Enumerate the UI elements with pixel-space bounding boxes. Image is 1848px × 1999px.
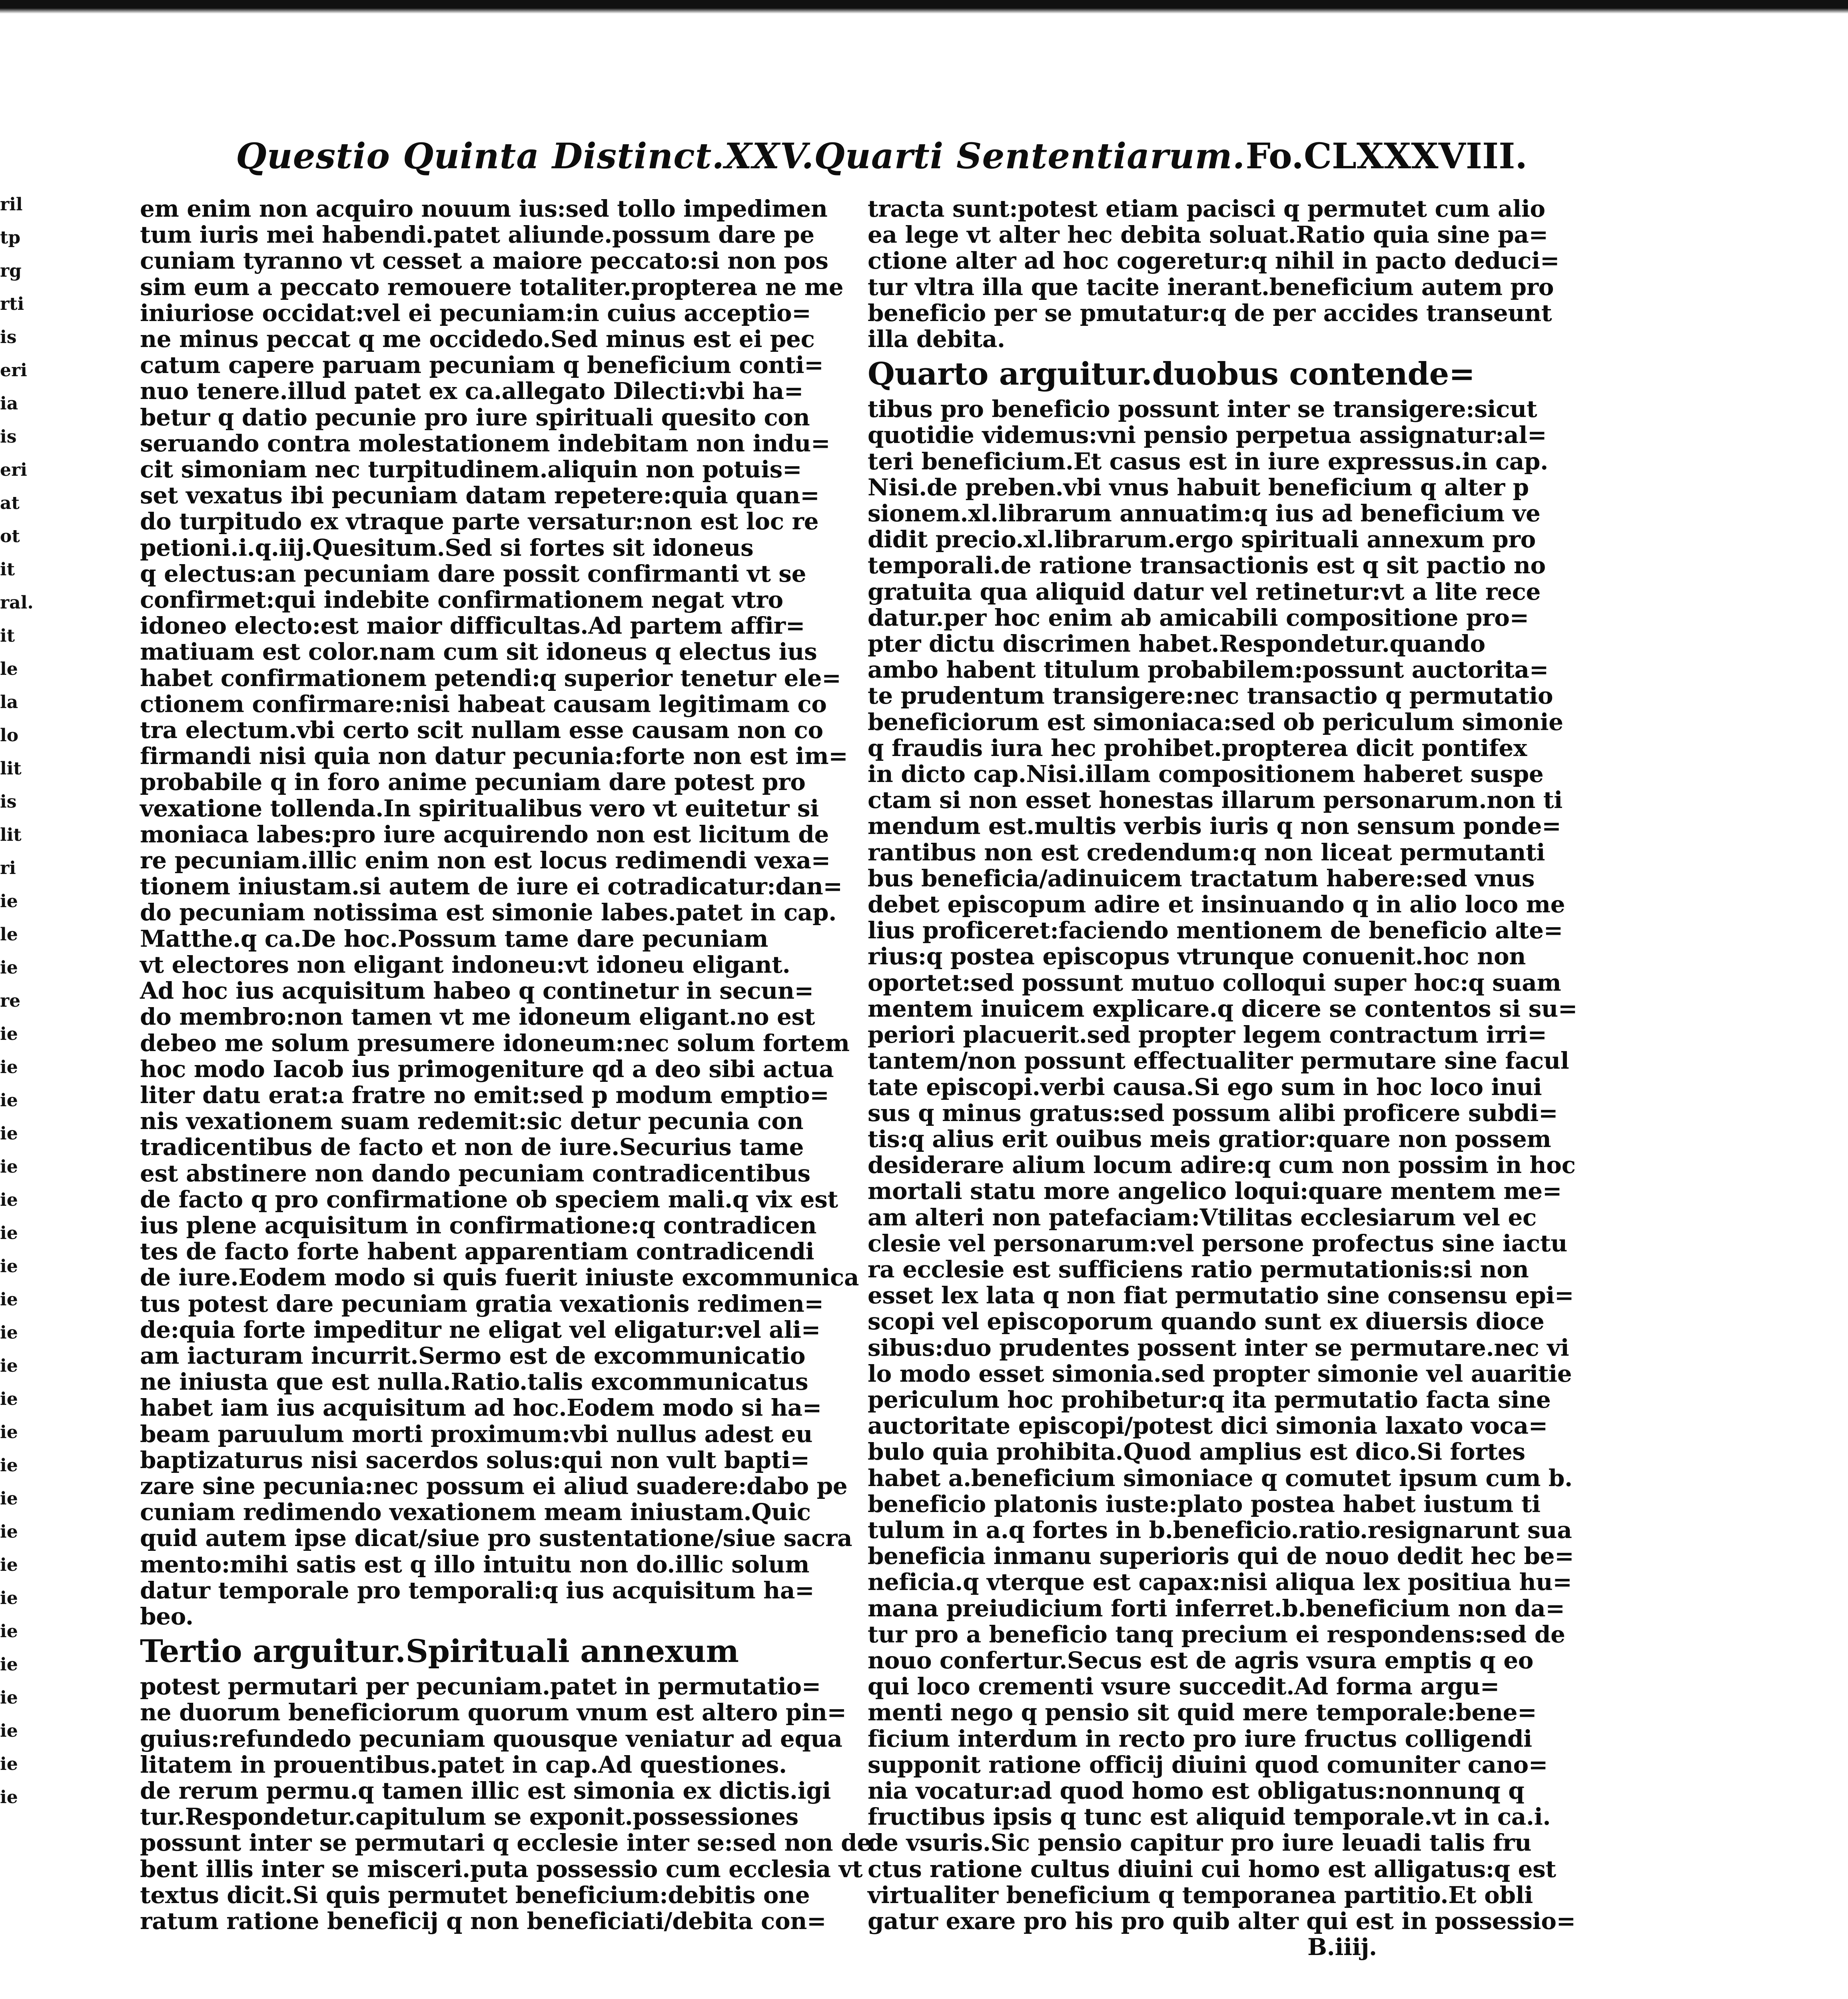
text-line: tum iuris mei habendi.patet aliunde.possum dare pe: [140, 221, 814, 249]
text-line: esset lex lata q non fiat permutatio sine consensu epi=: [868, 1282, 1574, 1309]
text-line: mendum est.multis verbis iuris q non sensum ponde=: [868, 812, 1561, 840]
bleed-fragment: ie: [0, 1256, 18, 1277]
text-line: mento:mihi satis est q illo intuitu non do.illic solum: [140, 1550, 810, 1578]
text-line: firmandi nisi quia non datur pecunia:forte non est im=: [140, 742, 848, 770]
text-line: periori placuerit.sed propter legem contractum irri=: [868, 1021, 1547, 1049]
text-line: tibus pro beneficio possunt inter se transigere:sicut: [868, 395, 1537, 423]
text-line: tulum in a.q fortes in b.beneficio.ratio.resignarunt sua: [868, 1516, 1572, 1544]
text-line: beneficio per se pmutatur:q de per accides transeunt: [868, 299, 1552, 327]
bleed-fragment: ie: [0, 1422, 18, 1442]
text-line: possunt inter se permutari q ecclesie inter se:sed non de: [140, 1829, 872, 1857]
text-line: ctionem confirmare:nisi habeat causam legitimam co: [140, 690, 827, 718]
text-line: scopi vel episcoporum quando sunt ex diuersis dioce: [868, 1308, 1545, 1335]
text-line: beneficiorum est simoniaca:sed ob periculum simonie: [868, 708, 1563, 736]
text-line: vexatione tollenda.In spiritualibus vero vt euitetur si: [140, 794, 819, 822]
text-line: debeo me solum presumere idoneum:nec solum fortem: [140, 1029, 850, 1057]
bleed-fragment: ie: [0, 1223, 18, 1243]
text-line: de iure.Eodem modo si quis fuerit iniuste excommunica: [140, 1264, 859, 1291]
bleed-fragment: ie: [0, 1323, 18, 1343]
text-line: periculum hoc prohibetur:q ita permutatio facta sine: [868, 1386, 1551, 1413]
text-line: ra ecclesie est sufficiens ratio permutationis:si non: [868, 1255, 1529, 1283]
text-line: est abstinere non dando pecuniam contradicentibus: [140, 1159, 810, 1187]
bleed-fragment: ie: [0, 1654, 18, 1675]
bleed-fragment: ie: [0, 1057, 18, 1077]
text-line: de:quia forte impeditur ne eligat vel eligatur:vel ali=: [140, 1316, 820, 1343]
bleed-fragment: lit: [0, 758, 22, 779]
text-line: betur q datio pecunie pro iure spirituali quesito con: [140, 403, 810, 431]
text-line: habet a.beneficium simoniace q comutet ipsum cum b.: [868, 1464, 1573, 1492]
bleed-fragment: ie: [0, 1123, 18, 1144]
bleed-fragment: ie: [0, 1024, 18, 1044]
text-line: idoneo electo:est maior difficultas.Ad partem affir=: [140, 612, 805, 640]
text-line: tionem iniustam.si autem de iure ei cotradicatur:dan=: [140, 873, 842, 900]
text-line: desiderare alium locum adire:q cum non possim in hoc: [868, 1151, 1576, 1179]
text-line: temporali.de ratione transactionis est q sit pactio no: [868, 552, 1546, 579]
text-line: oportet:sed possunt mutuo colloqui super hoc:q suam: [868, 969, 1561, 996]
bleed-fragment: ie: [0, 1588, 18, 1608]
text-line: tradicentibus de facto et non de iure.Securius tame: [140, 1133, 804, 1161]
bleed-fragment: la: [0, 692, 18, 712]
text-line: tis:q alius erit ouibus meis gratior:quare non possem: [868, 1125, 1551, 1153]
text-line: fructibus ipsis q tunc est aliquid temporale.vt in ca.i.: [868, 1803, 1551, 1831]
text-line: set vexatus ibi pecuniam datam repetere:quia quan=: [140, 482, 820, 509]
text-line: sim eum a peccato remouere totaliter.propterea ne me: [140, 273, 844, 301]
text-line: ctus ratione cultus diuini cui homo est alligatus:q est: [868, 1855, 1556, 1883]
section-heading: Quarto arguitur.duobus contende=: [868, 356, 1475, 393]
text-line: datur temporale pro temporali:q ius acquisitum ha=: [140, 1576, 814, 1604]
text-line: probabile q in foro anime pecuniam dare potest pro: [140, 768, 806, 796]
text-line: sus q minus gratus:sed possum alibi proficere subdi=: [868, 1099, 1558, 1127]
bleed-fragment: ie: [0, 1721, 18, 1741]
text-line: tra electum.vbi certo scit nullam esse causam non co: [140, 716, 823, 744]
text-line: de rerum permu.q tamen illic est simonia ex dictis.igi: [140, 1777, 831, 1804]
text-line: iniuriose occidat:vel ei pecuniam:in cuius acceptio=: [140, 299, 811, 327]
text-line: beneficio platonis iuste:plato postea habet iustum ti: [868, 1490, 1541, 1518]
text-line: ne duorum beneficiorum quorum vnum est altero pin=: [140, 1699, 846, 1726]
text-line: catum capere paruam pecuniam q beneficium conti=: [140, 351, 824, 379]
text-line: clesie vel personarum:vel persone profectus sine iactu: [868, 1229, 1567, 1257]
text-line: te prudentum transigere:nec transactio q permutatio: [868, 682, 1553, 710]
text-line: bus beneficia/adinuicem tractatum habere:sed vnus: [868, 864, 1535, 892]
bleed-fragment: it: [0, 626, 15, 646]
bleed-fragment: ie: [0, 1688, 18, 1708]
text-line: ius plene acquisitum in confirmatione:q contradicen: [140, 1211, 817, 1239]
bleed-fragment: ie: [0, 1621, 18, 1642]
text-line: habet iam ius acquisitum ad hoc.Eodem modo si ha=: [140, 1394, 822, 1422]
text-line: tus potest dare pecuniam gratia vexationis redimen=: [140, 1290, 824, 1317]
text-line: litatem in prouentibus.patet in cap.Ad questiones.: [140, 1751, 787, 1778]
text-line: q electus:an pecuniam dare possit confirmanti vt se: [140, 560, 806, 587]
text-line: nia vocatur:ad quod homo est obligatus:nonnunq q: [868, 1777, 1525, 1804]
text-line: rantibus non est credendum:q non liceat permutanti: [868, 838, 1545, 866]
text-line: lius proficeret:faciendo mentionem de beneficio alte=: [868, 917, 1563, 944]
text-line: tantem/non possunt effectualiter permutare sine facul: [868, 1047, 1569, 1075]
bleed-fragment: tp: [0, 227, 21, 248]
bleed-fragment: ie: [0, 958, 18, 978]
text-line: re pecuniam.illic enim non est locus redimendi vexa=: [140, 847, 830, 874]
text-line: liter datu erat:a fratre no emit:sed p modum emptio=: [140, 1081, 829, 1109]
bleed-fragment: eri: [0, 460, 27, 480]
bleed-fragment: ie: [0, 1289, 18, 1310]
bleed-fragment: ie: [0, 1455, 18, 1476]
text-line: tes de facto forte habent apparentiam contradicendi: [140, 1238, 814, 1265]
text-line: in dicto cap.Nisi.illam compositionem haberet suspe: [868, 760, 1544, 788]
bleed-fragment: ie: [0, 1157, 18, 1177]
text-line: quid autem ipse dicat/siue pro sustentatione/siue sacra: [140, 1524, 852, 1552]
text-line: baptizaturus nisi sacerdos solus:qui non vult bapti=: [140, 1446, 810, 1474]
text-line: pter dictu discrimen habet.Respondetur.quando: [868, 630, 1485, 658]
text-line: tur pro a beneficio tanq precium ei respondens:sed de: [868, 1620, 1565, 1648]
bleed-fragment: ie: [0, 1754, 18, 1774]
running-header: [236, 134, 1527, 178]
text-line: beam paruulum morti proximum:vbi nullus adest eu: [140, 1420, 813, 1448]
bleed-fragment: ie: [0, 1555, 18, 1575]
text-line: ratum ratione beneficij q non beneficiati/debita con=: [140, 1907, 826, 1935]
bleed-fragment: is: [0, 792, 17, 812]
bleed-fragment: ie: [0, 1356, 18, 1376]
text-line: bulo quia prohibita.Quod amplius est dico.Si fortes: [868, 1438, 1525, 1466]
text-line: hoc modo Iacob ius primogeniture qd a deo sibi actua: [140, 1055, 834, 1083]
text-line: Matthe.q ca.De hoc.Possum tame dare pecuniam: [140, 925, 768, 952]
text-line: Ad hoc ius acquisitum habeo q continetur in secun=: [140, 977, 814, 1005]
top-page-edge: [0, 0, 1848, 14]
bleed-fragment: ie: [0, 1190, 18, 1210]
text-line: matiuam est color.nam cum sit idoneus q electus ius: [140, 638, 817, 666]
text-line: am iacturam incurrit.Sermo est de excommunicatio: [140, 1342, 806, 1369]
text-line: illa debita.: [868, 325, 1005, 353]
text-line: debet episcopum adire et insinuando q in alio loco me: [868, 891, 1565, 918]
bleed-fragment: ri: [0, 858, 16, 878]
text-line: mentem inuicem explicare.q dicere se contentos si su=: [868, 995, 1577, 1022]
text-line: ficium interdum in recto pro iure fructus colligendi: [868, 1725, 1532, 1752]
text-line: de vsuris.Sic pensio capitur pro iure leuadi talis fru: [868, 1829, 1532, 1857]
text-line: tracta sunt:potest etiam pacisci q permutet cum alio: [868, 195, 1545, 222]
bleed-fragment: le: [0, 659, 18, 679]
text-line: em enim non acquiro nouum ius:sed tollo impedimen: [140, 195, 828, 222]
text-line: guius:refundedo pecuniam quousque veniatur ad equa: [140, 1725, 842, 1752]
text-line: bent illis inter se misceri.puta possessio cum ecclesia vt: [140, 1855, 863, 1883]
section-heading: Tertio arguitur.Spirituali annexum: [140, 1633, 739, 1670]
text-line: q fraudis iura hec prohibet.propterea dicit pontifex: [868, 734, 1527, 762]
text-line: tate episcopi.verbi causa.Si ego sum in hoc loco inui: [868, 1073, 1542, 1101]
text-line: ne minus peccat q me occidedo.Sed minus est ei pec: [140, 325, 815, 353]
text-line: auctoritate episcopi/potest dici simonia laxato voca=: [868, 1412, 1548, 1440]
text-line: tur.Respondetur.capitulum se exponit.possessiones: [140, 1803, 798, 1831]
text-line: textus dicit.Si quis permutet beneficium:debitis one: [140, 1881, 810, 1909]
bleed-fragment: ie: [0, 1787, 18, 1807]
text-line: habet confirmationem petendi:q superior tenetur ele=: [140, 664, 841, 692]
text-line: tur vltra illa que tacite inerant.beneficium autem pro: [868, 273, 1554, 301]
text-line: confirmet:qui indebite confirmationem negat vtro: [140, 586, 783, 614]
text-line: teri beneficium.Et casus est in iure expressus.in cap.: [868, 447, 1548, 475]
text-line: nuo tenere.illud patet ex ca.allegato Dilecti:vbi ha=: [140, 377, 804, 405]
text-line: datur.per hoc enim ab amicabili compositione pro=: [868, 604, 1529, 631]
bleed-fragment: ot: [0, 526, 20, 547]
text-line: ctam si non esset honestas illarum personarum.non ti: [868, 786, 1563, 814]
text-line: do turpitudo ex vtraque parte versatur:non est loc re: [140, 508, 819, 535]
bleed-fragment: it: [0, 559, 15, 580]
bleed-fragment: rg: [0, 261, 22, 281]
bleed-fragment: ie: [0, 891, 18, 912]
text-line: do pecuniam notissima est simonie labes.patet in cap.: [140, 899, 837, 926]
text-line: neficia.q vterque est capax:nisi aliqua lex positiua hu=: [868, 1568, 1572, 1596]
adjacent-page-bleed: [0, 188, 34, 1819]
text-line: virtualiter beneficium q temporanea partitio.Et obli: [868, 1881, 1533, 1909]
text-line: beneficia inmanu superioris qui de nouo dedit hec be=: [868, 1542, 1574, 1570]
text-line: sibus:duo prudentes possent inter se permutare.nec vi: [868, 1334, 1569, 1361]
text-line: mana preiudicium forti inferret.b.beneficium non da=: [868, 1594, 1565, 1622]
text-line: ambo habent titulum probabilem:possunt auctorita=: [868, 656, 1549, 684]
text-line: mortali statu more angelico loqui:quare mentem me=: [868, 1177, 1562, 1205]
bleed-fragment: ril: [0, 194, 23, 215]
text-line: beo.: [140, 1602, 194, 1630]
text-line: potest permutari per pecuniam.patet in permutatio=: [140, 1673, 821, 1700]
text-line: am alteri non patefaciam:Vtilitas ecclesiarum vel ec: [868, 1203, 1537, 1231]
text-line: nis vexationem suam redemit:sic detur pecunia con: [140, 1107, 804, 1135]
text-line: ea lege vt alter hec debita soluat.Ratio quia sine pa=: [868, 221, 1548, 249]
text-line: menti nego q pensio sit quid mere temporale:bene=: [868, 1699, 1537, 1726]
text-line: do membro:non tamen vt me idoneum eligant.no est: [140, 1003, 815, 1031]
bleed-fragment: ia: [0, 393, 18, 414]
text-line: rius:q postea episcopus vtrunque conuenit.hoc non: [868, 943, 1526, 970]
text-line: ne iniusta que est nulla.Ratio.talis excommunicatus: [140, 1368, 808, 1396]
signature-mark: B.iiij.: [1307, 1933, 1377, 1961]
bleed-fragment: le: [0, 924, 18, 945]
text-line: qui loco crementi vsure succedit.Ad forma argu=: [868, 1673, 1499, 1700]
bleed-fragment: ie: [0, 1090, 18, 1111]
bleed-fragment: is: [0, 327, 17, 347]
text-line: quotidie videmus:vni pensio perpetua assignatur:al=: [868, 421, 1547, 449]
bleed-fragment: ie: [0, 1488, 18, 1509]
bleed-fragment: re: [0, 991, 21, 1011]
header-title: Questio Quinta Distinct.XXV.Quarti Sententiarum.: [236, 135, 1245, 177]
bleed-fragment: is: [0, 427, 17, 447]
text-line: ctione alter ad hoc cogeretur:q nihil in pacto deduci=: [868, 247, 1560, 275]
bleed-fragment: rti: [0, 294, 24, 314]
bleed-fragment: at: [0, 493, 20, 513]
text-line: nouo confertur.Secus est de agris vsura emptis q eo: [868, 1646, 1534, 1674]
text-line: moniaca labes:pro iure acquirendo non est licitum de: [140, 820, 829, 848]
left-text-column: [140, 195, 872, 1999]
text-line: gatur exare pro his pro quib alter qui est in possessio=: [868, 1907, 1576, 1935]
text-line: petioni.i.q.iij.Quesitum.Sed si fortes sit idoneus: [140, 534, 754, 561]
bleed-fragment: ie: [0, 1389, 18, 1409]
text-line: vt electores non eligant indoneu:vt idoneu eligant.: [140, 951, 790, 978]
text-line: Nisi.de preben.vbi vnus habuit beneficium q alter p: [868, 473, 1529, 501]
text-line: gratuita qua aliquid datur vel retinetur:vt a lite rece: [868, 578, 1541, 605]
bleed-fragment: ral.: [0, 593, 34, 613]
bleed-fragment: ie: [0, 1522, 18, 1542]
text-line: cuniam tyranno vt cesset a maiore peccato:si non pos: [140, 247, 828, 275]
text-line: didit precio.xl.librarum.ergo spirituali annexum pro: [868, 526, 1536, 553]
folio-number: Fo.CLXXXVIII.: [1245, 135, 1527, 177]
text-line: seruando contra molestationem indebitam non indu=: [140, 429, 830, 457]
text-line: lo modo esset simonia.sed propter simonie vel auaritie: [868, 1360, 1572, 1387]
text-line: cit simoniam nec turpitudinem.aliquin non potuis=: [140, 456, 802, 483]
text-line: zare sine pecunia:nec possum ei aliud suadere:dabo pe: [140, 1472, 848, 1500]
text-line: cuniam redimendo vexationem meam iniustam.Quic: [140, 1498, 811, 1526]
text-line: supponit ratione officij diuini quod comuniter cano=: [868, 1751, 1548, 1778]
bleed-fragment: eri: [0, 360, 27, 381]
text-line: sionem.xl.librarum annuatim:q ius ad beneficium ve: [868, 500, 1541, 527]
bleed-fragment: lo: [0, 725, 19, 746]
bleed-fragment: lit: [0, 825, 22, 845]
right-text-column: [868, 195, 1577, 1999]
text-line: de facto q pro confirmatione ob speciem mali.q vix est: [140, 1185, 838, 1213]
